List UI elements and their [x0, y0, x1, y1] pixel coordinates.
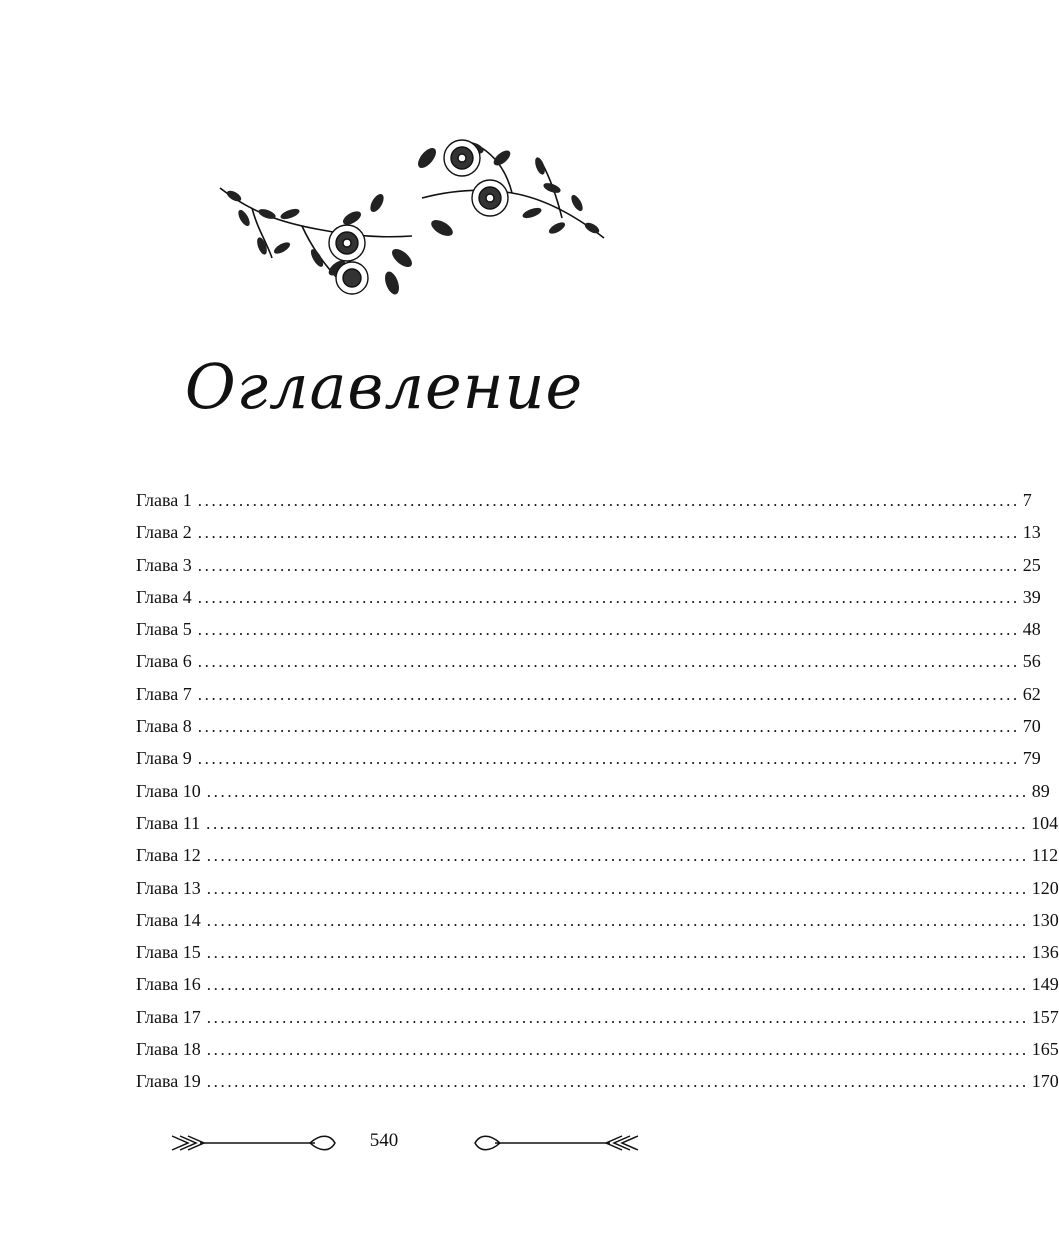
toc-entry-page: 112 — [1031, 845, 1059, 866]
toc-entry — [136, 484, 1032, 516]
toc-leader-dots: ........................................................................................................................ — [206, 943, 1029, 963]
toc-entry-label: Глава 3 — [136, 554, 192, 575]
toc-entry — [136, 516, 1041, 548]
toc-leader-dots: ........................................................................................................................ — [206, 975, 1029, 995]
toc-entry-label: Глава 2 — [136, 522, 192, 543]
toc-entry — [136, 1065, 1059, 1097]
toc-leader-dots: ........................................................................................................................ — [206, 781, 1029, 801]
toc-entry — [136, 645, 1041, 677]
toc-entry — [136, 807, 1059, 839]
toc-entry-page: 165 — [1031, 1039, 1059, 1060]
toc-leader-dots: ........................................................................................................................ — [206, 910, 1029, 930]
toc-entry-page: 130 — [1031, 909, 1059, 930]
toc-entry-label: Глава 14 — [136, 909, 201, 930]
toc-entry-page: 120 — [1031, 877, 1059, 898]
toc-leader-dots: ........................................................................................................................ — [197, 491, 1020, 510]
toc-leader-dots: ........................................................................................................................ — [197, 620, 1020, 640]
toc-entry-page: 149 — [1031, 974, 1059, 995]
toc-entry-page: 136 — [1031, 942, 1059, 963]
toc-entry — [136, 581, 1041, 613]
toc-entry-page: 79 — [1022, 748, 1041, 769]
toc-entry-label: Глава 1 — [136, 490, 192, 510]
toc-entry-label: Глава 11 — [136, 812, 201, 833]
toc-leader-dots: ........................................................................................................................ — [197, 587, 1020, 607]
toc-entry — [136, 1033, 1059, 1065]
toc-entry-label: Глава 4 — [136, 586, 192, 607]
page-title: Оглавление — [184, 350, 584, 423]
toc-entry — [136, 549, 1041, 581]
toc-entry-label: Глава 7 — [136, 683, 192, 704]
toc-entry — [136, 872, 1059, 904]
toc-leader-dots: ........................................................................................................................ — [206, 813, 1029, 833]
floral-ornament-icon — [212, 118, 612, 318]
toc-leader-dots: ........................................................................................................................ — [197, 749, 1020, 769]
toc-leader-dots: ........................................................................................................................ — [197, 684, 1020, 704]
toc-leader-dots: ........................................................................................................................ — [206, 878, 1029, 898]
table-of-contents — [136, 484, 1059, 1098]
toc-entry — [136, 710, 1041, 742]
toc-leader-dots: ........................................................................................................................ — [197, 523, 1020, 543]
page-number: 540 — [369, 1130, 399, 1151]
toc-leader-dots: ........................................................................................................................ — [206, 1040, 1029, 1060]
toc-leader-dots: ........................................................................................................................ — [206, 846, 1029, 866]
toc-leader-dots: ........................................................................................................................ — [206, 1007, 1029, 1027]
toc-entry — [136, 742, 1041, 774]
toc-entry-label: Глава 16 — [136, 974, 201, 995]
toc-entry — [136, 904, 1059, 936]
toc-entry-page: 25 — [1022, 554, 1041, 575]
toc-entry-page: 13 — [1022, 522, 1041, 543]
toc-entry — [136, 1001, 1059, 1033]
toc-entry-page: 170 — [1031, 1071, 1059, 1092]
toc-entry-label: Глава 19 — [136, 1071, 201, 1092]
toc-entry-label: Глава 10 — [136, 780, 201, 801]
toc-entry-page: 56 — [1022, 651, 1041, 672]
toc-entry-label: Глава 9 — [136, 748, 192, 769]
toc-entry-label: Глава 13 — [136, 877, 201, 898]
toc-leader-dots: ........................................................................................................................ — [197, 717, 1020, 737]
toc-entry — [136, 678, 1041, 710]
toc-leader-dots: ........................................................................................................................ — [206, 1072, 1029, 1092]
page-footer — [0, 1128, 768, 1160]
toc-entry-label: Глава 12 — [136, 845, 201, 866]
toc-entry-page: 48 — [1022, 619, 1041, 640]
toc-entry-page: 157 — [1031, 1006, 1059, 1027]
toc-entry — [136, 775, 1050, 807]
toc-entry-label: Глава 17 — [136, 1006, 201, 1027]
toc-entry-page: 104 — [1031, 812, 1059, 833]
toc-entry — [136, 839, 1059, 871]
toc-entry-page: 62 — [1022, 683, 1041, 704]
toc-leader-dots: ........................................................................................................................ — [197, 555, 1020, 575]
toc-entry-label: Глава 15 — [136, 942, 201, 963]
toc-entry-page: 89 — [1031, 780, 1050, 801]
toc-entry — [136, 968, 1059, 1000]
arrow-left-icon — [470, 1132, 640, 1154]
toc-leader-dots: ........................................................................................................................ — [197, 652, 1020, 672]
toc-entry-page: 39 — [1022, 586, 1041, 607]
toc-entry-page: 70 — [1022, 716, 1041, 737]
toc-entry-label: Глава 8 — [136, 716, 192, 737]
toc-entry-page: 7 — [1022, 490, 1032, 510]
toc-entry — [136, 936, 1059, 968]
toc-entry-label: Глава 18 — [136, 1039, 201, 1060]
toc-entry — [136, 613, 1041, 645]
toc-entry-label: Глава 5 — [136, 619, 192, 640]
toc-entry-label: Глава 6 — [136, 651, 192, 672]
